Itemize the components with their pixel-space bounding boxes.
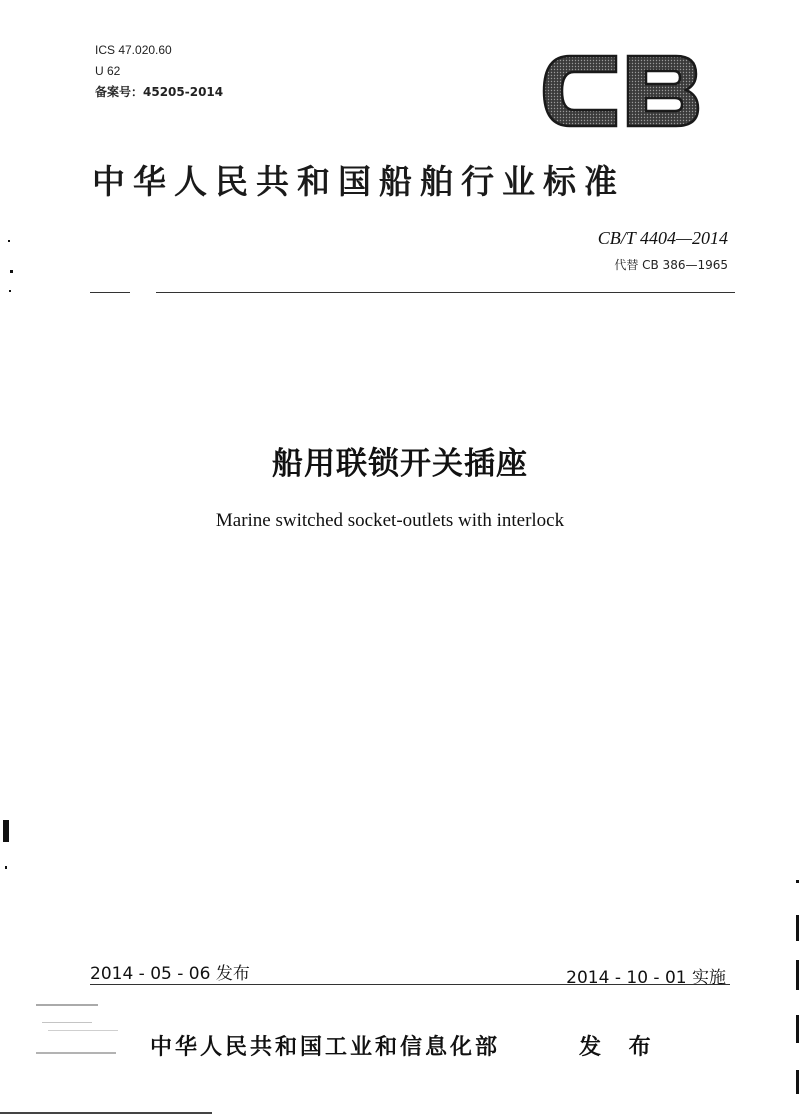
standard-code: CB/T 4404—2014 <box>597 228 728 248</box>
cb-logo <box>538 44 702 138</box>
scan-mark <box>5 866 7 869</box>
scan-mark <box>796 915 799 941</box>
effective-date: 2014 - 10 - 01 实施 <box>566 968 726 988</box>
filing-number: 备案号：45205-2014 <box>95 85 224 99</box>
ccs-code: U 62 <box>95 64 121 78</box>
header-divider <box>90 292 735 293</box>
document-title-chinese: 船用联锁开关插座 <box>272 446 528 482</box>
header-metadata <box>95 40 223 103</box>
scan-mark <box>796 880 799 883</box>
scan-mark <box>796 1015 799 1043</box>
footer-divider <box>90 984 730 985</box>
scan-mark <box>3 820 9 842</box>
publish-label: 发 布 <box>579 1035 661 1060</box>
scan-mark <box>9 290 11 292</box>
ics-code: ICS 47.020.60 <box>95 43 172 57</box>
divider-gap <box>130 290 156 295</box>
scan-mark <box>8 240 10 242</box>
replaced-standard: 代替 CB 386—1965 <box>614 258 728 272</box>
scan-mark <box>10 270 13 273</box>
scan-mark <box>796 1070 799 1094</box>
issue-date: 2014 - 05 - 06 发布 <box>90 964 250 984</box>
scan-stamp <box>36 1000 136 1060</box>
scan-mark <box>796 960 799 990</box>
organization-title: 中华人民共和国船舶行业标准 <box>92 162 625 201</box>
document-title-english: Marine switched socket-outlets with interlock <box>215 510 565 531</box>
publisher-name: 中华人民共和国工业和信息化部 <box>150 1035 501 1060</box>
scan-edge <box>0 1112 212 1114</box>
